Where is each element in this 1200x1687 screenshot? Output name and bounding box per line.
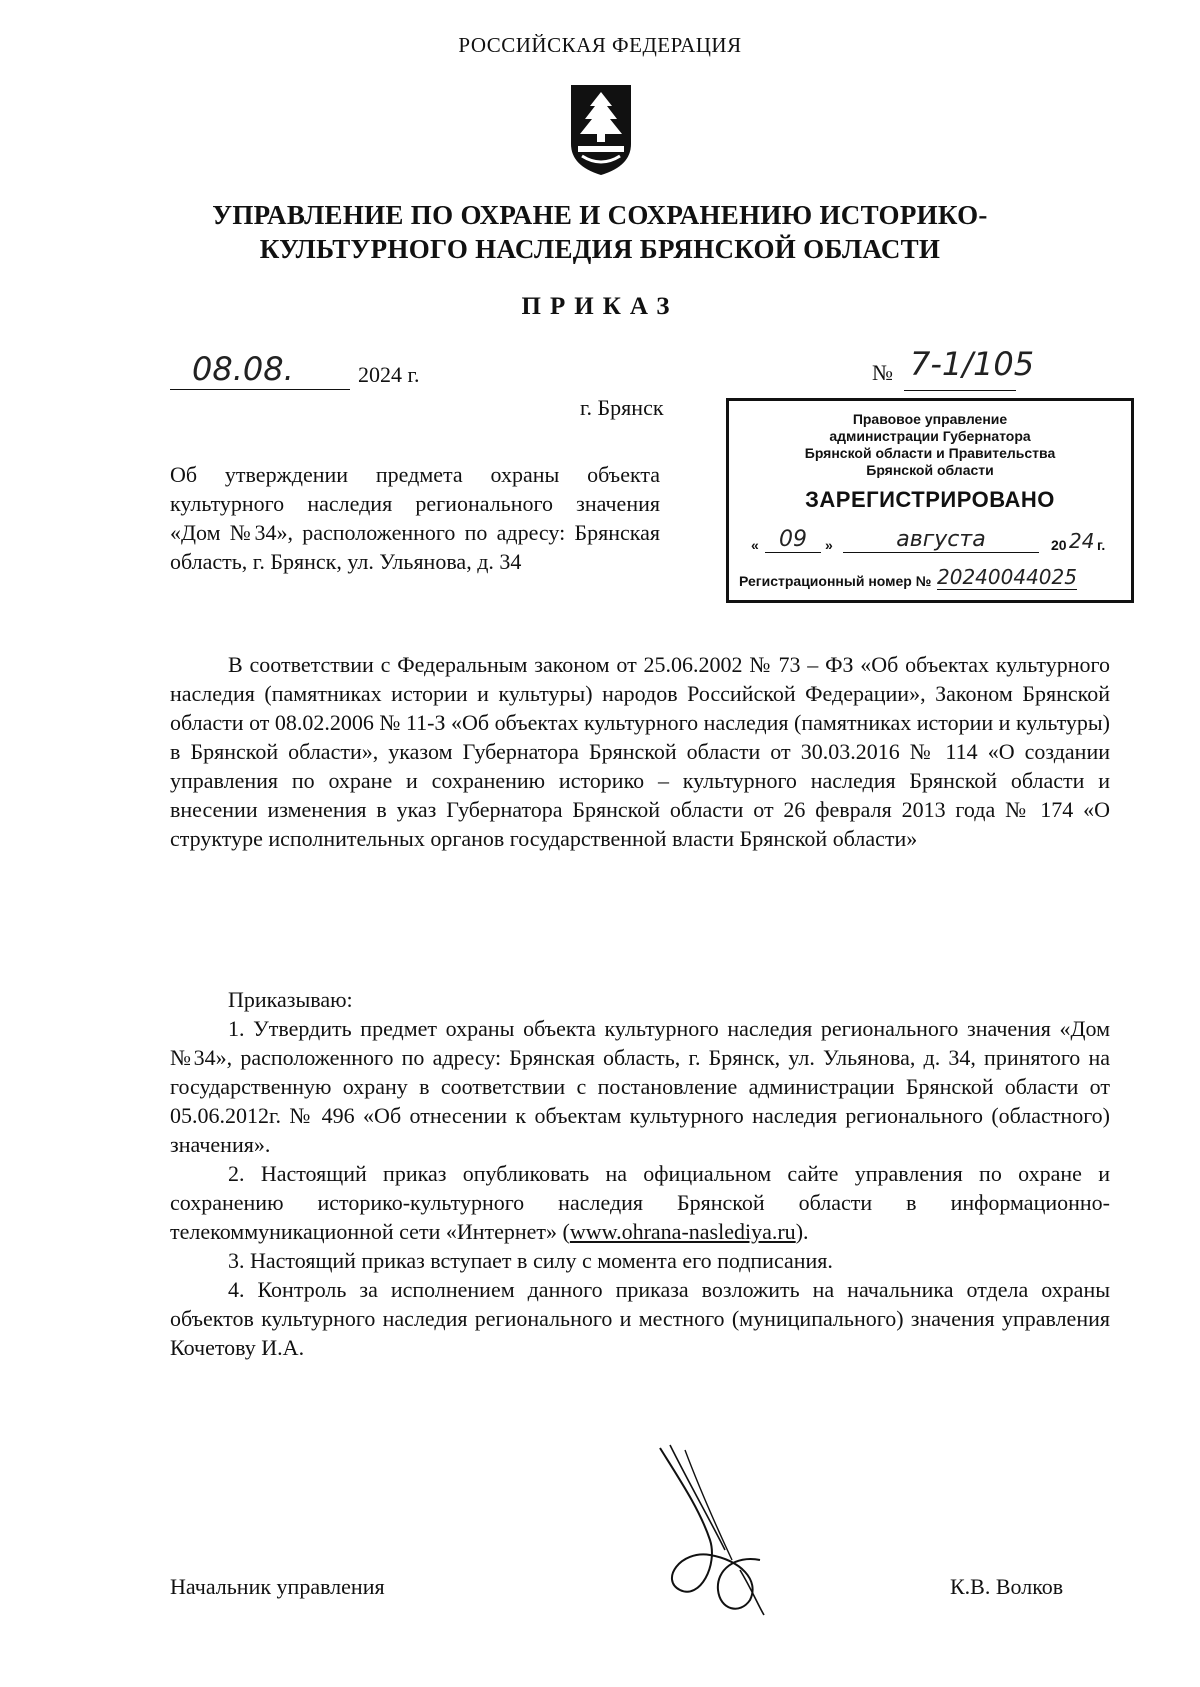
stamp-quote-close: »	[825, 537, 833, 553]
order-items	[170, 985, 1110, 1362]
order-item-4: 4. Контроль за исполнением данного приказа возложить на начальника отдела охраны объектов культурного наследия регионального и местного (муниципального) значения управления Кочетову И.А.	[170, 1277, 1110, 1360]
order-item-1: 1. Утвердить предмет охраны объекта культурного наследия регионального значения «Дом №34», расположенного по адресу: Брянская область, г. Брянск, ул. Ульянова, д. 34, принятого на государственную охрану в соответствии с постановление администрации Брянской области от 05.06.2012г. № 496 «Об отнесении к объектам культурного наследия регионального (областного) значения».	[170, 1016, 1110, 1157]
document-type: ПРИКАЗ	[521, 293, 679, 320]
order-intro: Приказываю:	[228, 987, 353, 1012]
order-item-2-end: ).	[795, 1219, 809, 1244]
stamp-day: 09	[765, 527, 821, 553]
stamp-year-unit: г.	[1097, 537, 1106, 553]
stamp-line-1: Правовое управление	[852, 411, 1008, 427]
preamble-text: В соответствии с Федеральным законом от 25.06.2002 № 73 – ФЗ «Об объектах культурного наследия (памятниках истории и культуры) народов Российской Федерации», Законом Брянской области от 08.02.2006 № 11-З «Об объектах культурного наследия (памятниках истории и культуры) в Брянской области», указом Губернатора Брянской области от 30.03.2016 № 114 «О создании управления по охране и сохранению историко – культурного наследия Брянской области и внесении изменения в указ Губернатора Брянской области от 26 февраля 2013 года № 174 «О структуре исполнительных органов государственной власти Брянской области»	[170, 652, 1110, 851]
stamp-year-prefix: 20	[1051, 537, 1067, 553]
registration-stamp	[726, 398, 1134, 603]
country-heading: РОССИЙСКАЯ ФЕДЕРАЦИЯ	[458, 33, 742, 57]
preamble	[170, 650, 1110, 853]
bryansk-coat-of-arms-icon	[568, 82, 634, 178]
stamp-registered: ЗАРЕГИСТРИРОВАНО	[805, 487, 1055, 512]
handwritten-signature	[640, 1440, 780, 1620]
city: г. Брянск	[580, 395, 664, 420]
order-subject: Об утверждении предмета охраны объекта культурного наследия регионального значения «Дом №34», расположенного по адресу: Брянская область, г. Брянск, ул. Ульянова, д. 34	[170, 462, 660, 574]
stamp-year-suffix: 24	[1069, 529, 1095, 553]
order-number-label: №	[872, 360, 893, 385]
stamp-quote-open: «	[751, 537, 759, 553]
order-year: 2024 г.	[358, 362, 420, 387]
stamp-line-4: Брянской области	[866, 462, 994, 478]
signatory-title: Начальник управления	[170, 1574, 385, 1599]
organization-name-line1: УПРАВЛЕНИЕ ПО ОХРАНЕ И СОХРАНЕНИЮ ИСТОРИКО-	[212, 200, 988, 230]
number-underline	[904, 390, 1016, 391]
signatory-name: К.В. Волков	[950, 1574, 1064, 1599]
order-item-3: 3. Настоящий приказ вступает в силу с момента его подписания.	[228, 1248, 833, 1273]
website-link[interactable]: www.ohrana-naslediya.ru	[569, 1219, 796, 1244]
stamp-line-2: администрации Губернатора	[829, 428, 1031, 444]
organization-name-line2: КУЛЬТУРНОГО НАСЛЕДИЯ БРЯНСКОЙ ОБЛАСТИ	[259, 234, 941, 264]
stamp-reg-label: Регистрационный номер №	[739, 573, 932, 589]
stamp-month: августа	[843, 527, 1039, 553]
order-number-handwritten: 7-1/105	[910, 345, 1035, 383]
stamp-line-3: Брянской области и Правительства	[804, 445, 1056, 461]
order-item-2-text: 2. Настоящий приказ опубликовать на официальном сайте управления по охране и сохранению историко-культурного наследия Брянской области в информационно-телекоммуникационной сети «Интернет» (	[170, 1161, 1110, 1244]
stamp-reg-number: 20240044025	[937, 565, 1077, 589]
organization-name	[170, 198, 1030, 266]
order-item-2	[170, 1159, 1110, 1246]
stamp-date	[751, 527, 1121, 557]
order-date-handwritten: 08.08.	[192, 350, 294, 388]
